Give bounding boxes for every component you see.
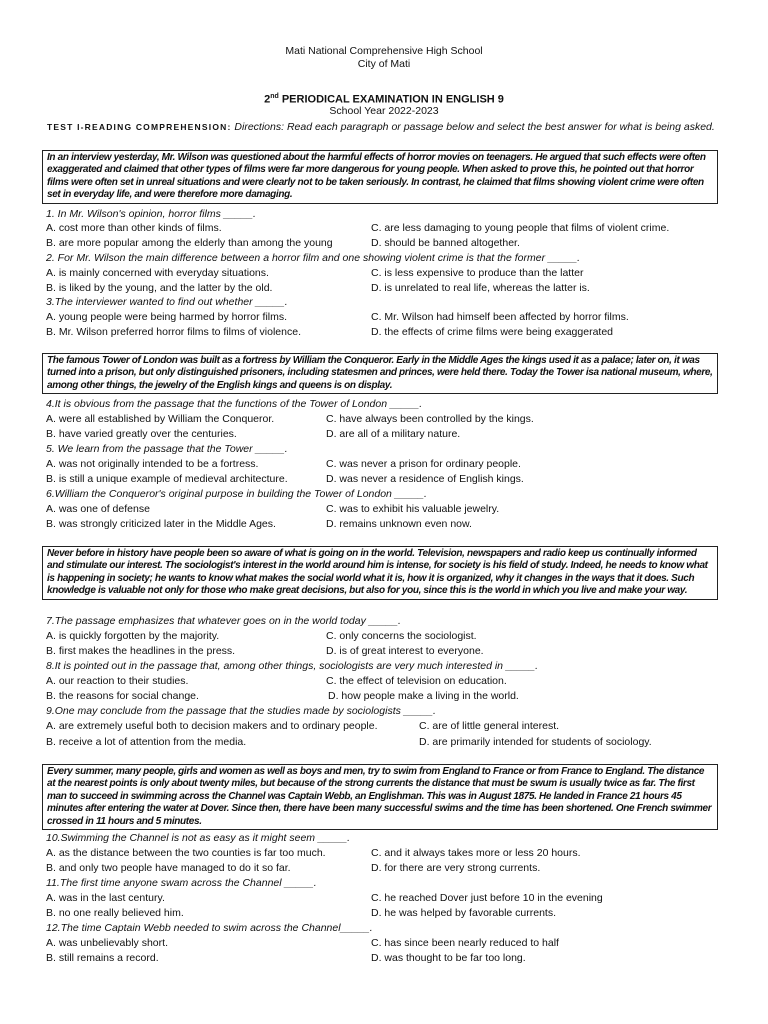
- option-d: D. he was helped by favorable currents.: [371, 907, 557, 919]
- option-a: A. is quickly forgotten by the majority.: [46, 630, 220, 642]
- question-stem: 9.One may conclude from the passage that the studies made by sociologists _____.: [46, 705, 436, 717]
- option-a: A. were all established by William the Conqueror.: [46, 413, 275, 425]
- school-name: Mati National Comprehensive High School: [285, 45, 483, 57]
- option-a: A. was in the last century.: [46, 892, 165, 904]
- test-label: TEST I-READING COMPREHENSION:: [47, 122, 232, 132]
- passage-box: Never before in history have people been so aware of what is going on in the world. Television, newspapers and radio keep us continually informed and stimulate our interest. The sociologist's interest in the world around him is intense, for society is his field of study. Indeed, he needs to know what is happening in society; he wants to know what makes the social world what it is, how it is organized, why it changes in the ways that it does. Such knowledge is valuable not only for those who make great decisions, but also for you, since this is the world in which you live and make your way.: [42, 546, 718, 600]
- test-directions: [47, 121, 737, 134]
- option-c: C. the effect of television on education.: [326, 675, 507, 687]
- question-stem: 10.Swimming the Channel is not as easy as it might seem _____.: [46, 832, 351, 844]
- option-a: A. young people were being harmed by horror films.: [46, 311, 288, 323]
- question-stem: 11.The first time anyone swam across the Channel _____.: [46, 877, 317, 889]
- option-a: A. was one of defense: [46, 503, 150, 515]
- option-c: C. and it always takes more or less 20 hours.: [371, 847, 581, 859]
- option-b: B. is liked by the young, and the latter by the old.: [46, 282, 273, 294]
- option-a: A. as the distance between the two counties is far too much.: [46, 847, 326, 859]
- option-d: D. are all of a military nature.: [326, 428, 461, 440]
- option-a: A. was not originally intended to be a fortress.: [46, 458, 259, 470]
- question-stem: 7.The passage emphasizes that whatever goes on in the world today _____.: [46, 615, 401, 627]
- option-b: B. are more popular among the elderly than among the young: [46, 237, 333, 249]
- question-stem: 4.It is obvious from the passage that the functions of the Tower of London _____.: [46, 398, 423, 410]
- option-c: C. was to exhibit his valuable jewelry.: [326, 503, 500, 515]
- option-b: B. the reasons for social change.: [46, 690, 199, 702]
- exam-ordinal-suffix: nd: [270, 93, 279, 100]
- option-c: C. was never a prison for ordinary people.: [326, 458, 521, 470]
- question-stem: 2. For Mr. Wilson the main difference between a horror film and one showing violent crime is that the former _____.: [46, 252, 581, 264]
- option-b: B. no one really believed him.: [46, 907, 184, 919]
- option-c: C. are of little general interest.: [419, 720, 560, 732]
- option-c: C. Mr. Wilson had himself been affected by horror films.: [371, 311, 629, 323]
- option-d: D. was thought to be far too long.: [371, 952, 526, 964]
- option-b: B. Mr. Wilson preferred horror films to films of violence.: [46, 326, 301, 338]
- option-c: C. only concerns the sociologist.: [326, 630, 477, 642]
- directions-text: Directions: Read each paragraph or passage below and select the best answer for what is being asked.: [231, 121, 715, 133]
- question-stem: 6.William the Conqueror's original purpose in building the Tower of London _____.: [46, 488, 427, 500]
- question-stem: 12.The time Captain Webb needed to swim across the Channel_____.: [46, 922, 373, 934]
- option-b: B. and only two people have managed to do it so far.: [46, 862, 291, 874]
- exam-title-rest: PERIODICAL EXAMINATION IN ENGLISH 9: [278, 93, 504, 106]
- option-d: D. for there are very strong currents.: [371, 862, 541, 874]
- question-stem: 8.It is pointed out in the passage that, among other things, sociologists are very much interested in _____.: [46, 660, 539, 672]
- option-d: D. is of great interest to everyone.: [326, 645, 484, 657]
- option-c: C. are less damaging to young people that films of violent crime.: [371, 222, 670, 234]
- option-b: B. was strongly criticized later in the Middle Ages.: [46, 518, 276, 530]
- option-d: D. how people make a living in the world.: [328, 690, 519, 702]
- question-stem: 1. In Mr. Wilson's opinion, horror films _____.: [46, 208, 256, 220]
- option-b: B. receive a lot of attention from the media.: [46, 736, 247, 748]
- passage-box: The famous Tower of London was built as a fortress by William the Conqueror. Early in the Middle Ages the kings used it as a palace; later on, it was turned into a prison, but only distinguished prisoners, including statesmen and princes, were held there. Today the Tower isa national museum, where, among other things, the jewelry of the English kings and queens is on display.: [42, 353, 718, 394]
- option-d: D. should be banned altogether.: [371, 237, 520, 249]
- option-c: C. has since been nearly reduced to half: [371, 937, 559, 949]
- exam-ordinal: 2: [264, 93, 271, 106]
- passage-box: Every summer, many people, girls and women as well as boys and men, try to swim from England to France or from France to England. The distance at the nearest points is only about twenty miles, but because of the strong currents the distance that must be swum is usually twice as far. The first man to succeed in swimming across the Channel was Captain Webb, an Englishman. This was in August 1875. He landed in France 21 hours 45 minutes after entering the water at Dover. Since then, there have been many successful swims and the time has been shortened. One French swimmer crossed in 11 hours and 5 minutes.: [42, 764, 718, 830]
- option-a: A. is mainly concerned with everyday situations.: [46, 267, 269, 279]
- city-name: City of Mati: [357, 58, 411, 70]
- option-a: A. our reaction to their studies.: [46, 675, 189, 687]
- option-c: C. is less expensive to produce than the latter: [371, 267, 584, 279]
- question-stem: 3.The interviewer wanted to find out whether _____.: [46, 296, 288, 308]
- option-a: A. was unbelievably short.: [46, 937, 168, 949]
- option-d: D. is unrelated to real life, whereas the latter is.: [371, 282, 590, 294]
- option-d: D. the effects of crime films were being exaggerated: [371, 326, 614, 338]
- option-b: B. still remains a record.: [46, 952, 159, 964]
- option-d: D. remains unknown even now.: [326, 518, 472, 530]
- option-a: A. are extremely useful both to decision makers and to ordinary people.: [46, 720, 378, 732]
- option-d: D. was never a residence of English kings.: [326, 473, 524, 485]
- option-b: B. have varied greatly over the centuries.: [46, 428, 237, 440]
- option-b: B. is still a unique example of medieval architecture.: [46, 473, 288, 485]
- question-stem: 5. We learn from the passage that the Tower _____.: [46, 443, 288, 455]
- option-d: D. are primarily intended for students of sociology.: [419, 736, 652, 748]
- option-c: C. have always been controlled by the kings.: [326, 413, 534, 425]
- passage-box: In an interview yesterday, Mr. Wilson was questioned about the harmful effects of horror movies on teenagers. He argued that such effects were often exaggerated and claimed that other types of films were far more dangerous for young people. When asked to prove this, he pointed out that horror films were often set in unreal situations and were clearly not to be taken seriously. In contrast, he claimed that films showing violent crime were often set in everyday life, and were therefore more damaging.: [42, 150, 718, 204]
- school-year: School Year 2022-2023: [329, 105, 439, 117]
- option-a: A. cost more than other kinds of films.: [46, 222, 222, 234]
- option-c: C. he reached Dover just before 10 in the evening: [371, 892, 603, 904]
- option-b: B. first makes the headlines in the press.: [46, 645, 236, 657]
